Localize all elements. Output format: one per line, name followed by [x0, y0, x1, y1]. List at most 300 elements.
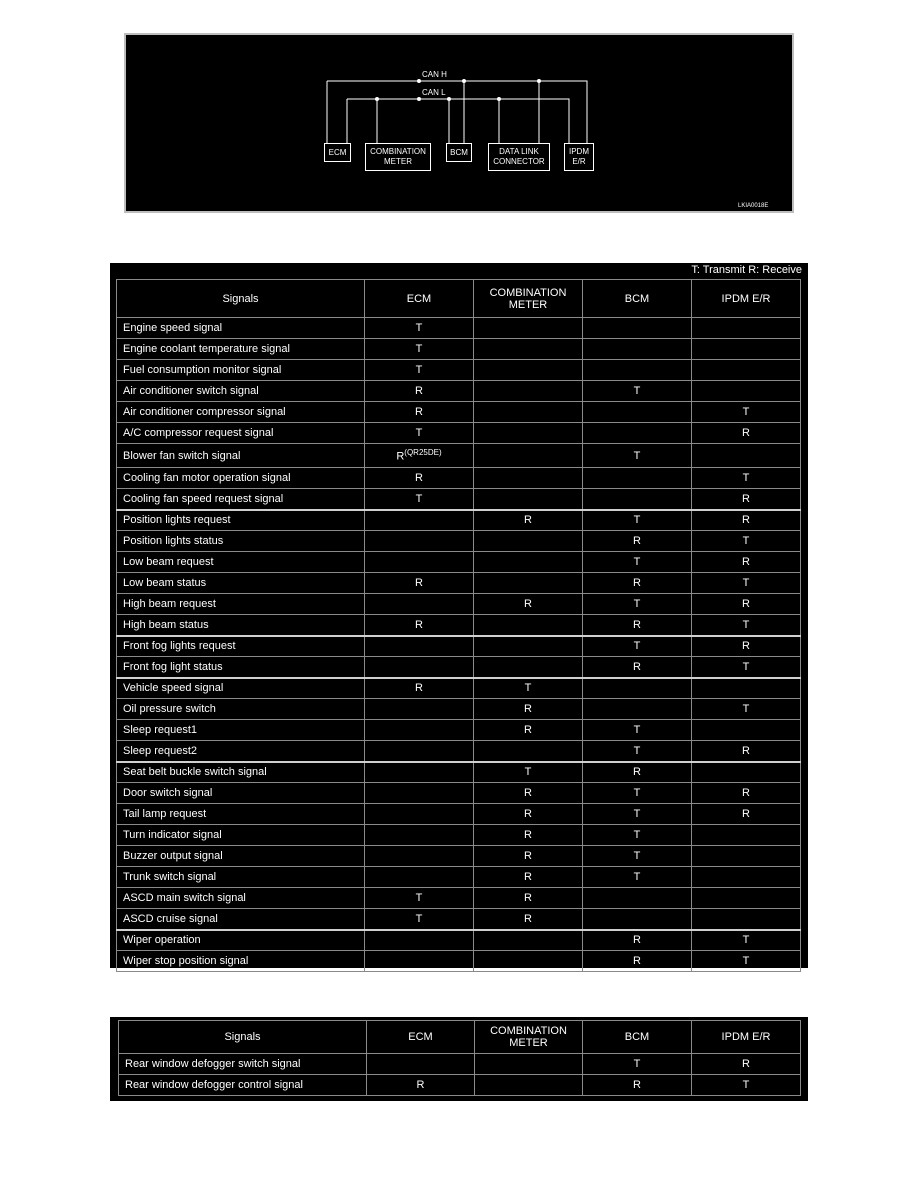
bcm-cell: [583, 381, 692, 402]
ecm-cell: [365, 930, 474, 951]
ipdm-er-cell: [692, 468, 801, 489]
ipdm-er-cell-text: R: [742, 1058, 750, 1070]
bcm-cell: [583, 318, 692, 339]
table-row: [117, 741, 801, 762]
signal-name-cell-text: Wiper operation: [123, 934, 201, 947]
ipdm-er-cell-text: R: [742, 492, 750, 505]
signal-name-cell-text: Tail lamp request: [123, 808, 207, 820]
signal-name-cell: [117, 552, 365, 573]
bcm-cell-text: T: [633, 871, 641, 883]
ecm-cell-text: R: [416, 1079, 425, 1091]
ecm-cell-text: T: [415, 322, 423, 334]
table-row: [119, 1054, 801, 1075]
ipdm-er-cell: [692, 720, 801, 741]
bcm-cell-text: R: [633, 577, 641, 589]
can-l-label: CAN L: [422, 88, 446, 97]
can-bus-lines: [126, 35, 796, 215]
signal-name-cell: [117, 867, 365, 888]
signal-name-cell-text: Low beam request: [123, 556, 214, 568]
ipdm-er-cell: [692, 783, 801, 804]
bcm-cell: [583, 531, 692, 552]
bcm-cell: [583, 867, 692, 888]
bcm-cell: [583, 1054, 692, 1075]
ipdm-er-cell-text: R: [742, 744, 750, 757]
ipdm-er-cell: [692, 741, 801, 762]
ecm-cell-text: T: [415, 912, 423, 925]
table-row: [117, 360, 801, 381]
ecm-cell: [365, 636, 474, 657]
ipdm-er-cell: [692, 594, 801, 615]
ecm-cell-text: T: [415, 892, 423, 904]
combination-meter-cell: [474, 381, 583, 402]
ipdm-er-cell: [692, 1054, 801, 1075]
bcm-cell: [583, 930, 692, 951]
bcm-cell-text: R: [633, 535, 641, 547]
table-row: [117, 339, 801, 360]
ipdm-er-cell: [692, 339, 801, 360]
ecm-cell: [365, 804, 474, 825]
col-header-ecm: ECM: [367, 1021, 475, 1054]
signal-name-cell: [117, 531, 365, 552]
combination-meter-cell: [474, 867, 583, 888]
ecm-cell: [365, 888, 474, 909]
bcm-cell: [583, 720, 692, 741]
ipdm-er-cell: [692, 825, 801, 846]
ecm-cell: [365, 909, 474, 930]
ecm-cell: [365, 699, 474, 720]
signal-name-cell: [117, 720, 365, 741]
signal-chart-table: [116, 279, 801, 972]
ecm-cell-text: T: [415, 492, 423, 505]
table-row: [117, 402, 801, 423]
combination-meter-cell-text: R: [524, 703, 532, 715]
ipdm-er-cell-text: R: [742, 808, 750, 820]
ipdm-er-cell: [692, 699, 801, 720]
col-header-ecm: ECM: [365, 280, 474, 318]
table-header-row: [117, 280, 801, 318]
bcm-cell: [583, 360, 692, 381]
bcm-cell: [583, 552, 692, 573]
signal-name-cell: [117, 489, 365, 510]
combination-meter-cell-text: R: [524, 787, 532, 799]
signal-name-cell-text: Vehicle speed signal: [123, 682, 224, 695]
ecm-cell-text: R: [396, 450, 405, 463]
bcm-cell-text: T: [633, 744, 641, 757]
ipdm-er-cell: [692, 381, 801, 402]
ipdm-er-cell: [692, 615, 801, 636]
bcm-cell-text: T: [633, 449, 641, 462]
bcm-cell: [583, 510, 692, 531]
ecm-cell: [367, 1054, 475, 1075]
combination-meter-cell: [474, 468, 583, 489]
combination-meter-cell: [474, 888, 583, 909]
ecm-cell: [365, 951, 474, 972]
bcm-cell-text: R: [633, 618, 641, 631]
combination-meter-cell: [474, 489, 583, 510]
signal-name-cell: [117, 783, 365, 804]
combination-meter-cell-text: T: [524, 766, 532, 779]
combination-meter-cell: [474, 762, 583, 783]
ecm-cell: [365, 339, 474, 360]
col-header-signals: Signals: [119, 1021, 367, 1054]
bcm-cell-text: T: [633, 1058, 641, 1070]
ecm-cell-text: R: [415, 682, 423, 695]
bcm-cell: [583, 636, 692, 657]
signal-name-cell-text: Rear window defogger switch signal: [125, 1058, 301, 1070]
signal-name-cell-text: Door switch signal: [123, 787, 213, 799]
signal-name-cell: [117, 741, 365, 762]
table-row: [117, 888, 801, 909]
signal-name-cell-text: Fuel consumption monitor signal: [123, 364, 282, 376]
ipdm-er-cell: [692, 657, 801, 678]
bcm-cell-text: R: [633, 955, 641, 967]
signal-name-cell-text: Front fog lights request: [123, 640, 236, 653]
signal-name-cell-text: High beam status: [123, 618, 209, 631]
combination-meter-cell: [474, 741, 583, 762]
combination-meter-cell: [474, 699, 583, 720]
table-row: [119, 1075, 801, 1096]
bcm-cell: [583, 339, 692, 360]
ipdm-er-cell: [692, 678, 801, 699]
bcm-cell: [583, 615, 692, 636]
signal-name-cell-text: Engine speed signal: [123, 322, 223, 334]
bcm-cell: [583, 888, 692, 909]
signal-name-cell: [117, 510, 365, 531]
signal-name-cell: [117, 846, 365, 867]
combination-meter-cell-text: R: [524, 871, 532, 883]
ipdm-er-cell: [692, 888, 801, 909]
table-row: [117, 867, 801, 888]
bcm-cell: [583, 825, 692, 846]
signal-name-cell-text: Air conditioner switch signal: [123, 385, 259, 397]
ecm-cell: [365, 510, 474, 531]
bcm-cell-text: R: [633, 660, 641, 673]
combination-meter-cell: [474, 318, 583, 339]
signal-name-cell: [117, 444, 365, 468]
table-row: [117, 381, 801, 402]
defogger-signal-table: [118, 1020, 801, 1096]
bcm-cell-text: T: [633, 556, 641, 568]
col-header-ipdm-er: IPDM E/R: [692, 280, 801, 318]
signal-name-cell: [117, 423, 365, 444]
signal-name-cell-text: A/C compressor request signal: [123, 427, 274, 439]
bcm-cell-text: R: [633, 766, 641, 779]
bcm-cell: [583, 762, 692, 783]
combination-meter-cell: [474, 636, 583, 657]
table-row: [117, 510, 801, 531]
table-row: [117, 531, 801, 552]
table-row: [117, 804, 801, 825]
ecm-cell-text: T: [415, 364, 423, 376]
combination-meter-cell: [474, 804, 583, 825]
ipdm-er-cell: [692, 762, 801, 783]
signal-name-cell-text: Sleep request1: [123, 724, 197, 736]
ecm-cell: [365, 720, 474, 741]
combination-meter-cell: [474, 615, 583, 636]
ecm-cell: [365, 762, 474, 783]
combination-meter-cell: [474, 930, 583, 951]
bcm-cell: [583, 1075, 692, 1096]
signal-name-cell: [117, 339, 365, 360]
signal-name-cell: [117, 594, 365, 615]
ipdm-er-cell-text: R: [742, 598, 750, 610]
can-system-diagram: [124, 33, 794, 213]
bcm-cell-text: T: [633, 598, 641, 610]
ecm-cell: [365, 381, 474, 402]
ecm-cell: [365, 657, 474, 678]
table-row: [117, 423, 801, 444]
can-h-label: CAN H: [422, 70, 447, 79]
combination-meter-cell-text: R: [524, 850, 532, 862]
ipdm-er-cell: [692, 951, 801, 972]
combination-meter-cell-text: R: [524, 912, 532, 925]
table-row: [117, 846, 801, 867]
col-header-bcm: BCM: [583, 1021, 692, 1054]
ecm-cell: [365, 531, 474, 552]
ecm-cell: [365, 318, 474, 339]
bcm-cell-text: T: [633, 640, 641, 653]
bcm-cell-text: T: [633, 787, 641, 799]
signal-name-cell-text: Trunk switch signal: [123, 871, 217, 883]
bcm-cell-text: R: [633, 1079, 641, 1091]
ipdm-er-cell: [692, 510, 801, 531]
signal-name-cell: [117, 573, 365, 594]
table-row: [117, 720, 801, 741]
ipdm-er-cell-text: T: [742, 577, 750, 589]
bcm-cell: [583, 573, 692, 594]
combination-meter-cell: [474, 678, 583, 699]
combination-meter-cell: [474, 909, 583, 930]
ipdm-er-cell-text: T: [742, 1079, 750, 1091]
col-header-combination-meter: COMBINATION METER: [474, 280, 583, 318]
legend: T: Transmit R: Receive: [691, 264, 802, 276]
combination-meter-cell: [475, 1054, 583, 1075]
signal-name-cell-text: Engine coolant temperature signal: [123, 343, 290, 355]
signal-name-cell-text: Low beam status: [123, 577, 207, 589]
table-row: [117, 444, 801, 468]
signal-table-main: [110, 263, 808, 968]
ipdm-er-cell: [692, 867, 801, 888]
signal-name-cell-text: ASCD cruise signal: [123, 912, 218, 925]
ecm-cell: [365, 867, 474, 888]
ecm-cell-text: T: [415, 343, 423, 355]
ipdm-er-cell-text: T: [742, 406, 750, 418]
ipdm-er-cell-text: R: [742, 427, 750, 439]
bcm-cell-text: T: [633, 808, 641, 820]
combination-meter-cell: [474, 657, 583, 678]
bcm-cell: [583, 489, 692, 510]
ipdm-er-cell: [692, 360, 801, 381]
signal-name-cell: [117, 402, 365, 423]
combination-meter-cell: [474, 531, 583, 552]
ecm-cell: [365, 489, 474, 510]
ipdm-er-cell-text: T: [742, 703, 750, 715]
figure-code: LKIA0018E: [738, 203, 769, 209]
signal-name-cell: [117, 951, 365, 972]
ipdm-er-cell-text: R: [742, 514, 750, 527]
ipdm-er-cell-text: T: [742, 660, 750, 673]
signal-name-cell-text: Rear window defogger control signal: [125, 1079, 303, 1091]
ipdm-er-cell: [692, 804, 801, 825]
signal-name-cell-text: Sleep request2: [123, 744, 197, 757]
table-row: [117, 468, 801, 489]
combination-meter-cell: [474, 846, 583, 867]
ipdm-er-cell: [692, 636, 801, 657]
ecm-cell: [365, 360, 474, 381]
table-row: [117, 930, 801, 951]
signal-name-cell-text: Position lights status: [123, 535, 224, 547]
combination-meter-cell: [474, 594, 583, 615]
ecm-cell: [365, 741, 474, 762]
ecm-cell: [365, 615, 474, 636]
table-header-row: [119, 1021, 801, 1054]
combination-meter-cell: [474, 402, 583, 423]
bcm-cell: [583, 741, 692, 762]
table-row: [117, 825, 801, 846]
unit-box-ipdm-er: IPDM E/R: [564, 143, 594, 171]
combination-meter-cell: [474, 444, 583, 468]
signal-name-cell: [117, 909, 365, 930]
col-header-combination-meter: COMBINATION METER: [475, 1021, 583, 1054]
ecm-cell: [365, 552, 474, 573]
ecm-cell: [365, 402, 474, 423]
signal-name-cell: [117, 888, 365, 909]
signal-name-cell: [119, 1054, 367, 1075]
combination-meter-cell: [474, 720, 583, 741]
ecm-cell-text: R: [415, 406, 423, 418]
table-row: [117, 573, 801, 594]
table-row: [117, 909, 801, 930]
signal-name-cell-text: Wiper stop position signal: [123, 955, 249, 967]
signal-name-cell-text: High beam request: [123, 598, 216, 610]
unit-box-ecm: ECM: [324, 143, 351, 162]
signal-name-cell-text: Position lights request: [123, 514, 231, 527]
ecm-cell: [365, 594, 474, 615]
col-header-ipdm-er: IPDM E/R: [692, 1021, 801, 1054]
combination-meter-cell: [474, 552, 583, 573]
ipdm-er-cell: [692, 930, 801, 951]
ecm-cell: [365, 468, 474, 489]
table-row: [117, 762, 801, 783]
ecm-cell: [367, 1075, 475, 1096]
ipdm-er-cell-text: R: [742, 640, 750, 653]
table-row: [117, 699, 801, 720]
unit-box-data-link-connector: DATA LINK CONNECTOR: [488, 143, 550, 171]
ipdm-er-cell-text: T: [742, 934, 750, 947]
table-row: [117, 657, 801, 678]
col-header-signals: Signals: [117, 280, 365, 318]
bcm-cell: [583, 699, 692, 720]
combination-meter-cell-text: R: [524, 598, 532, 610]
combination-meter-cell: [474, 783, 583, 804]
ipdm-er-cell: [692, 531, 801, 552]
engine-variant-note: (QR25DE): [404, 448, 442, 458]
bcm-cell: [583, 804, 692, 825]
bcm-cell: [583, 423, 692, 444]
ecm-cell-text: R: [415, 577, 423, 589]
bcm-cell: [583, 444, 692, 468]
signal-name-cell-text: Cooling fan speed request signal: [123, 492, 284, 505]
ipdm-er-cell-text: R: [742, 556, 750, 568]
ipdm-er-cell: [692, 846, 801, 867]
signal-name-cell-text: Oil pressure switch: [123, 703, 216, 715]
signal-name-cell-text: ASCD main switch signal: [123, 892, 246, 904]
ipdm-er-cell-text: R: [742, 787, 750, 799]
bcm-cell: [583, 594, 692, 615]
signal-name-cell: [117, 615, 365, 636]
bcm-cell: [583, 846, 692, 867]
bcm-cell-text: T: [633, 724, 641, 736]
table-row: [117, 489, 801, 510]
signal-name-cell: [117, 804, 365, 825]
bcm-cell-text: T: [633, 850, 641, 862]
combination-meter-cell: [474, 339, 583, 360]
table-row: [117, 636, 801, 657]
table-row: [117, 678, 801, 699]
bcm-cell-text: T: [633, 385, 641, 397]
ipdm-er-cell: [692, 552, 801, 573]
ipdm-er-cell: [692, 444, 801, 468]
ipdm-er-cell: [692, 489, 801, 510]
signal-name-cell-text: Front fog light status: [123, 660, 223, 673]
bcm-cell-text: R: [633, 934, 641, 947]
combination-meter-cell-text: R: [524, 514, 532, 527]
ipdm-er-cell: [692, 423, 801, 444]
combination-meter-cell-text: T: [524, 682, 532, 695]
signal-name-cell-text: Cooling fan motor operation signal: [123, 472, 291, 484]
unit-box-bcm: BCM: [446, 143, 472, 162]
bcm-cell-text: T: [633, 829, 641, 841]
bcm-cell-text: T: [633, 514, 641, 527]
ecm-cell-text: R: [415, 385, 423, 397]
table-row: [117, 951, 801, 972]
combination-meter-cell: [474, 510, 583, 531]
combination-meter-cell-text: R: [524, 724, 532, 736]
signal-name-cell-text: Buzzer output signal: [123, 850, 223, 862]
combination-meter-cell-text: R: [524, 808, 532, 820]
ecm-cell: [365, 846, 474, 867]
table-row: [117, 615, 801, 636]
ecm-cell-text: R: [415, 618, 423, 631]
bcm-cell: [583, 678, 692, 699]
ecm-cell: [365, 573, 474, 594]
bcm-cell: [583, 783, 692, 804]
ecm-cell: [365, 678, 474, 699]
table-row: [117, 552, 801, 573]
unit-box-combination-meter: COMBINATION METER: [365, 143, 431, 171]
ipdm-er-cell: [692, 318, 801, 339]
table-row: [117, 783, 801, 804]
ipdm-er-cell-text: T: [742, 955, 750, 967]
ipdm-er-cell-text: T: [742, 535, 750, 547]
signal-name-cell: [117, 636, 365, 657]
signal-name-cell: [117, 657, 365, 678]
signal-name-cell-text: Seat belt buckle switch signal: [123, 766, 267, 779]
signal-name-cell: [117, 318, 365, 339]
ecm-cell-text: T: [415, 427, 423, 439]
ecm-cell: [365, 783, 474, 804]
ipdm-er-cell: [692, 1075, 801, 1096]
signal-name-cell: [117, 762, 365, 783]
ipdm-er-cell: [692, 909, 801, 930]
signal-name-cell: [117, 678, 365, 699]
combination-meter-cell: [474, 825, 583, 846]
table-row: [117, 594, 801, 615]
ecm-cell: [365, 444, 474, 468]
combination-meter-cell: [475, 1075, 583, 1096]
ipdm-er-cell-text: T: [742, 472, 750, 484]
signal-name-cell: [117, 468, 365, 489]
